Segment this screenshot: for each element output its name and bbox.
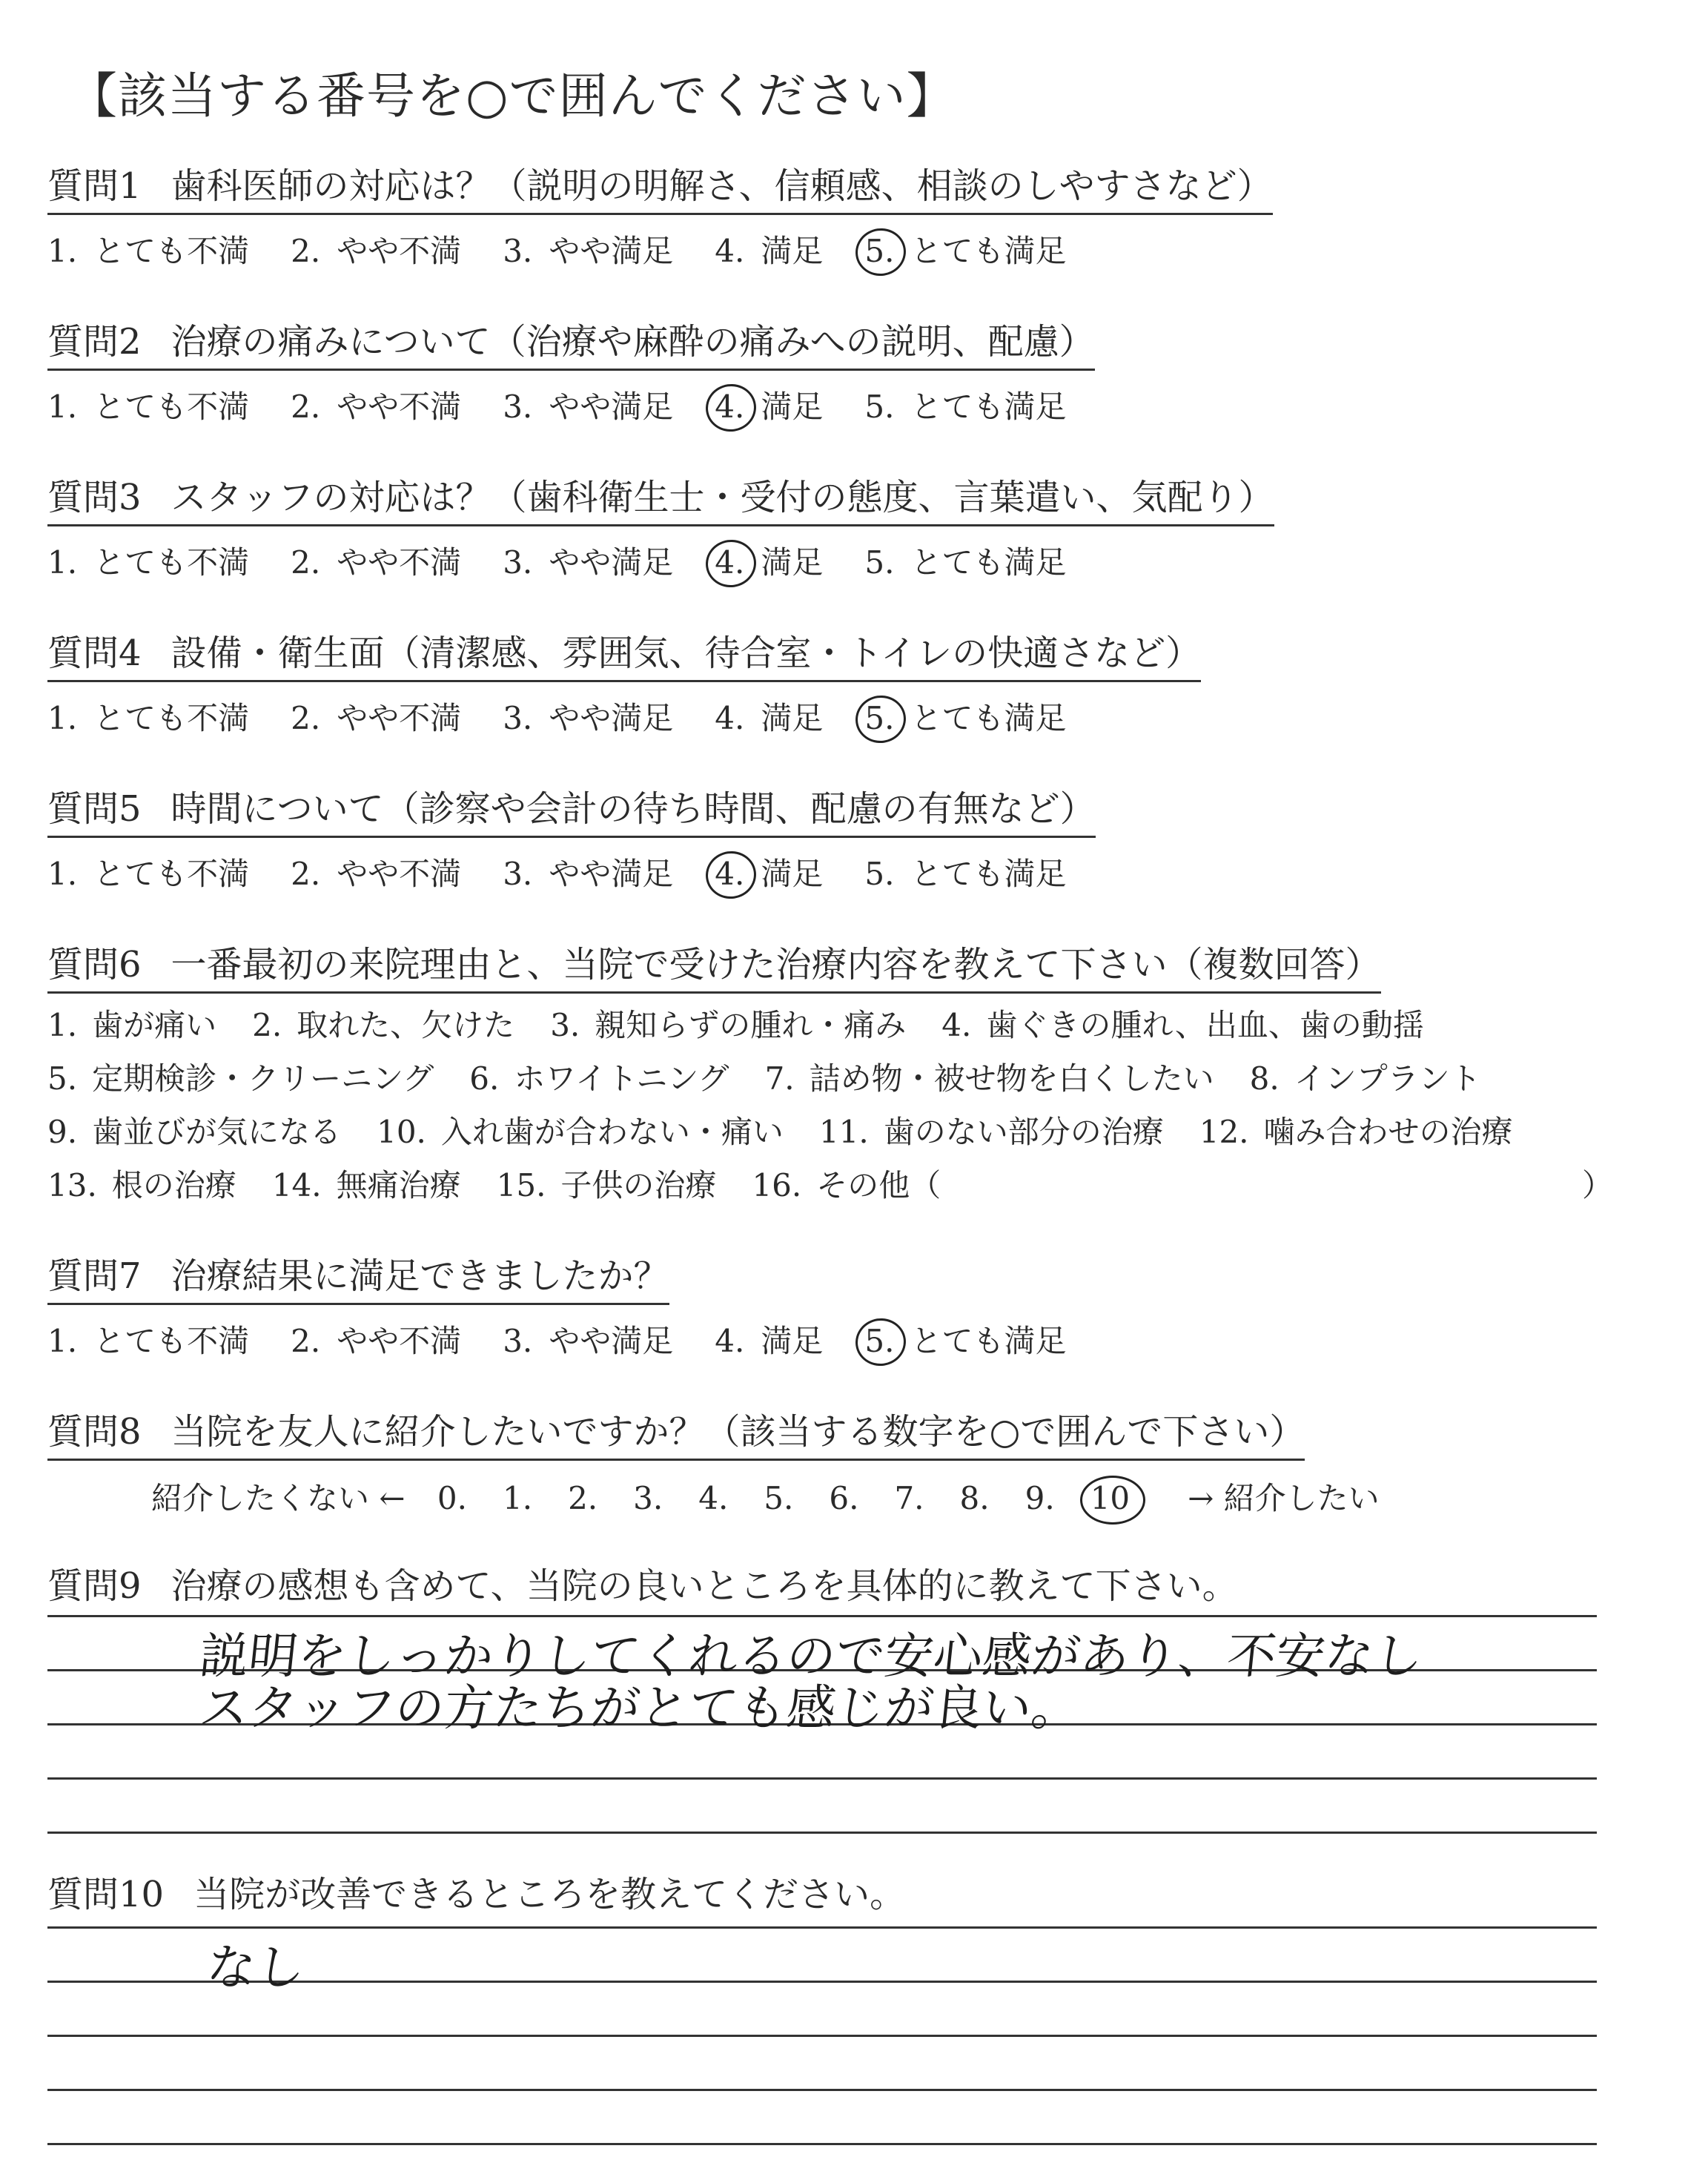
option-label: やや不満 xyxy=(337,544,462,581)
option-label: 満足 xyxy=(761,233,824,269)
option-number: 15. xyxy=(496,1167,546,1203)
scale-value[interactable]: 5. xyxy=(764,1480,794,1516)
question-title xyxy=(47,313,1095,371)
option-number: 7. xyxy=(764,1060,795,1097)
option-number: 12. xyxy=(1199,1114,1249,1150)
option-number: 1. xyxy=(47,1007,78,1043)
question-2 xyxy=(47,313,1108,427)
option-label: その他（ xyxy=(816,1167,941,1203)
option-label: やや満足 xyxy=(549,856,674,892)
option-label: とても不満 xyxy=(93,700,250,736)
option-number: 8. xyxy=(1249,1060,1280,1097)
scale-right-label: → 紹介したい xyxy=(1188,1480,1380,1516)
q6-option[interactable] xyxy=(252,1001,514,1046)
option-number: 1. xyxy=(47,856,78,892)
rating-option[interactable] xyxy=(503,383,673,427)
option-number: 5. xyxy=(47,1060,78,1097)
question-10-answer: なし xyxy=(204,1939,308,1996)
option-label: 満足 xyxy=(761,856,824,892)
option-label: とても満足 xyxy=(910,233,1067,269)
option-label: 定期検診・クリーニング xyxy=(92,1060,434,1097)
rating-option[interactable] xyxy=(864,383,1066,427)
question-number: 質問2 xyxy=(47,321,142,363)
option-label: 満足 xyxy=(761,389,824,425)
question-number: 質問4 xyxy=(47,633,142,674)
q6-option[interactable] xyxy=(272,1161,461,1206)
question-number: 質問1 xyxy=(47,165,142,207)
scale-value[interactable]: 1. xyxy=(502,1480,533,1516)
option-label: 満足 xyxy=(761,700,824,736)
rating-option[interactable] xyxy=(503,227,673,271)
option-number: 2. xyxy=(252,1007,282,1043)
rating-option[interactable] xyxy=(47,1317,249,1361)
option-label: 歯のない部分の治療 xyxy=(883,1114,1164,1150)
question-7-text: 治療結果に満足できましたか？ xyxy=(171,1255,669,1297)
rating-option[interactable] xyxy=(291,383,461,427)
rating-option[interactable] xyxy=(291,1317,461,1361)
option-label: やや不満 xyxy=(337,1323,462,1359)
option-label: やや満足 xyxy=(549,544,674,581)
q6-option[interactable] xyxy=(47,1054,434,1099)
question-7-options xyxy=(47,1317,1108,1361)
option-number: 5. xyxy=(864,856,895,892)
rating-option[interactable] xyxy=(715,694,823,739)
answer-line xyxy=(47,2037,1597,2091)
rating-option[interactable] xyxy=(47,694,249,739)
question-7-title xyxy=(47,1247,669,1305)
rating-option[interactable] xyxy=(503,694,673,739)
rating-option[interactable] xyxy=(864,1317,1066,1361)
option-number: 1. xyxy=(47,544,78,581)
q6-option[interactable] xyxy=(819,1108,1164,1152)
recommend-scale xyxy=(151,1474,1402,1519)
option-label: やや満足 xyxy=(549,1323,674,1359)
rating-option[interactable] xyxy=(47,383,249,427)
q6-option[interactable] xyxy=(1199,1108,1513,1152)
q6-option[interactable] xyxy=(469,1054,729,1099)
q6-option-row xyxy=(47,1054,1549,1103)
rating-options xyxy=(47,538,1274,583)
question-6-number: 質問6 xyxy=(47,944,142,985)
q6-option[interactable] xyxy=(377,1108,784,1152)
rating-options xyxy=(47,227,1273,271)
option-number: 16. xyxy=(752,1167,802,1203)
rating-option[interactable] xyxy=(715,227,823,271)
option-label: とても不満 xyxy=(93,1323,250,1359)
option-label: やや不満 xyxy=(337,389,462,425)
question-8-text: 当院を友人に紹介したいですか？（該当する数字を○で囲んで下さい） xyxy=(171,1411,1305,1453)
rating-option[interactable] xyxy=(47,227,249,271)
option-number: 11. xyxy=(818,1114,869,1150)
question-3 xyxy=(47,469,1274,583)
rating-option[interactable] xyxy=(291,538,461,583)
option-number: 4. xyxy=(715,389,745,425)
option-number: 2. xyxy=(291,856,321,892)
scale-value[interactable]: 2. xyxy=(568,1480,598,1516)
q6-option[interactable] xyxy=(47,1108,341,1152)
rating-option[interactable] xyxy=(47,538,249,583)
rating-options xyxy=(47,694,1201,739)
question-10-text: 当院が改善できるところを教えてください。 xyxy=(193,1874,906,1915)
rating-option[interactable] xyxy=(503,850,673,894)
option-number: 4. xyxy=(715,233,745,269)
q6-option[interactable] xyxy=(47,1001,216,1046)
rating-option[interactable] xyxy=(715,538,823,583)
option-number: 6. xyxy=(469,1060,500,1097)
option-label: 入れ歯が合わない・痛い xyxy=(440,1114,784,1150)
question-6-title xyxy=(47,936,1381,994)
question-9-answer-line-1: 説明をしっかりしてくれるので安心感があり、不安なし xyxy=(196,1628,1426,1685)
question-8-title xyxy=(47,1403,1305,1461)
scale-value[interactable]: 8. xyxy=(959,1480,990,1516)
option-number: 1. xyxy=(47,233,78,269)
question-number: 質問5 xyxy=(47,788,142,830)
question-number: 質問3 xyxy=(47,477,142,518)
option-number: 3. xyxy=(550,1007,580,1043)
form-header: 【該当する番号を○で囲んでください】 xyxy=(68,67,956,125)
option-number: 5. xyxy=(864,1323,895,1359)
q6-option-row xyxy=(47,1108,1549,1157)
option-number: 4. xyxy=(941,1007,972,1043)
scale-value[interactable]: 0. xyxy=(437,1480,467,1516)
option-number: 2. xyxy=(291,389,321,425)
option-label: やや不満 xyxy=(337,856,462,892)
question-text: 治療の痛みについて（治療や麻酔の痛みへの説明、配慮） xyxy=(171,321,1095,363)
answer-line xyxy=(47,1563,1597,1617)
rating-option[interactable] xyxy=(864,850,1066,894)
scale-value[interactable]: 3. xyxy=(633,1480,663,1516)
option-number: 3. xyxy=(503,856,533,892)
option-number: 3. xyxy=(503,389,533,425)
question-6-text: 一番最初の来院理由と、当院で受けた治療内容を教えて下さい（複数回答） xyxy=(171,944,1381,985)
option-number: 2. xyxy=(291,700,321,736)
option-label: やや不満 xyxy=(337,700,462,736)
option-label: 満足 xyxy=(761,544,824,581)
question-title xyxy=(47,780,1096,838)
scale-value[interactable]: 4. xyxy=(698,1480,729,1516)
option-label: 歯が痛い xyxy=(92,1007,217,1043)
scale-value[interactable]: 9. xyxy=(1025,1480,1055,1516)
option-number: 14. xyxy=(271,1167,322,1203)
option-label: 歯並びが気になる xyxy=(92,1114,342,1150)
question-9-answer-line-2: スタッフの方たちがとても感じが良い。 xyxy=(196,1680,1084,1737)
q6-option[interactable] xyxy=(550,1001,906,1046)
option-number: 2. xyxy=(291,233,321,269)
option-label: とても不満 xyxy=(93,856,250,892)
rating-option[interactable] xyxy=(864,694,1066,739)
q6-option[interactable] xyxy=(752,1161,941,1206)
rating-option[interactable] xyxy=(503,538,673,583)
rating-option[interactable] xyxy=(291,850,461,894)
option-label: ホワイトニング xyxy=(514,1060,729,1097)
option-number: 5. xyxy=(864,233,895,269)
option-number: 1. xyxy=(47,700,78,736)
rating-option[interactable] xyxy=(291,227,461,271)
option-label: 親知らずの腫れ・痛み xyxy=(595,1007,907,1043)
option-number: 5. xyxy=(864,700,895,736)
option-label: 満足 xyxy=(761,1323,824,1359)
q6-option[interactable] xyxy=(497,1161,717,1206)
option-label: とても満足 xyxy=(910,389,1067,425)
rating-option[interactable] xyxy=(47,850,249,894)
option-label: とても満足 xyxy=(910,856,1067,892)
question-title xyxy=(47,157,1273,215)
option-number: 4. xyxy=(715,700,745,736)
option-label: とても不満 xyxy=(93,389,250,425)
answer-line xyxy=(47,1875,1597,1929)
option-label: 無痛治療 xyxy=(336,1167,461,1203)
option-number: 9. xyxy=(47,1114,78,1150)
option-number: 2. xyxy=(291,544,321,581)
question-8 xyxy=(47,1403,1402,1519)
option-label: やや満足 xyxy=(549,700,674,736)
scale-value[interactable]: 10 xyxy=(1090,1480,1131,1516)
scale-value[interactable]: 7. xyxy=(894,1480,924,1516)
rating-option[interactable] xyxy=(864,538,1066,583)
option-number: 3. xyxy=(503,1323,533,1359)
option-number: 5. xyxy=(864,389,895,425)
question-7 xyxy=(47,1247,1108,1361)
option-label: やや満足 xyxy=(549,389,674,425)
option-label: やや満足 xyxy=(549,233,674,269)
option-number: 4. xyxy=(715,544,745,581)
option-number: 5. xyxy=(864,544,895,581)
option-label: とても不満 xyxy=(93,233,250,269)
q6-options xyxy=(47,1001,1614,1210)
option-number: 3. xyxy=(503,233,533,269)
option-number: 1. xyxy=(47,1323,78,1359)
rating-option[interactable] xyxy=(715,850,823,894)
option-number: 4. xyxy=(715,1323,745,1359)
option-number: 3. xyxy=(503,544,533,581)
rating-option[interactable] xyxy=(715,1317,823,1361)
option-number: 1. xyxy=(47,389,78,425)
question-9-text: 治療の感想も含めて、当院の良いところを具体的に教えて下さい。 xyxy=(171,1565,1238,1607)
question-5 xyxy=(47,780,1108,894)
answer-line xyxy=(47,1780,1597,1834)
option-label: 詰め物・被せ物を白くしたい xyxy=(809,1060,1214,1097)
option-label: とても不満 xyxy=(93,544,250,581)
rating-options xyxy=(47,383,1108,427)
option-label: 根の治療 xyxy=(111,1167,236,1203)
option-label: とても満足 xyxy=(910,700,1067,736)
q6-option[interactable] xyxy=(765,1054,1214,1099)
question-1 xyxy=(47,157,1273,271)
question-7-number: 質問7 xyxy=(47,1255,142,1297)
answer-line xyxy=(47,2091,1597,2145)
question-text: スタッフの対応は？（歯科衛生士・受付の態度、言葉遣い、気配り） xyxy=(171,477,1274,518)
question-text: 歯科医師の対応は？（説明の明解さ、信頼感、相談のしやすさなど） xyxy=(171,165,1273,207)
scale-left-label: 紹介したくない ← xyxy=(151,1480,406,1516)
option-label: とても満足 xyxy=(910,1323,1067,1359)
rating-option[interactable] xyxy=(715,383,823,427)
question-title xyxy=(47,624,1201,682)
option-number: 4. xyxy=(715,856,745,892)
q6-option[interactable] xyxy=(1250,1054,1481,1099)
rating-option[interactable] xyxy=(291,694,461,739)
question-10-number: 質問10 xyxy=(47,1874,165,1915)
rating-option[interactable] xyxy=(864,227,1066,271)
question-8-number: 質問8 xyxy=(47,1411,142,1453)
rating-options xyxy=(47,850,1108,894)
question-text: 時間について（診察や会計の待ち時間、配慮の有無など） xyxy=(171,788,1096,830)
q6-option-row xyxy=(47,1001,1549,1050)
question-9-number: 質問9 xyxy=(47,1565,142,1607)
option-number: 10. xyxy=(377,1114,426,1150)
question-10-answer-lines xyxy=(47,1875,1597,2145)
q6-option-row xyxy=(47,1161,1614,1210)
q6-option[interactable] xyxy=(941,1001,1424,1046)
question-text: 設備・衛生面（清潔感、雰囲気、待合室・トイレの快適さなど） xyxy=(171,633,1202,674)
option-number: 3. xyxy=(503,700,533,736)
option-label: とても満足 xyxy=(910,544,1067,581)
option-label: 歯ぐきの腫れ、出血、歯の動揺 xyxy=(986,1007,1424,1043)
option-number: 2. xyxy=(291,1323,321,1359)
question-6 xyxy=(47,936,1614,1210)
rating-option[interactable] xyxy=(503,1317,673,1361)
option-label: やや不満 xyxy=(337,233,462,269)
option-label: インプラント xyxy=(1294,1060,1481,1097)
option-label: 取れた、欠けた xyxy=(297,1007,515,1043)
option-label: 噛み合わせの治療 xyxy=(1263,1114,1513,1150)
other-close-paren: ） xyxy=(1582,1167,1614,1203)
option-label: 子供の治療 xyxy=(560,1167,717,1203)
question-title xyxy=(47,469,1274,526)
question-4 xyxy=(47,624,1201,739)
q6-option[interactable] xyxy=(47,1161,236,1206)
scale-value[interactable]: 6. xyxy=(829,1480,859,1516)
option-number: 13. xyxy=(47,1167,97,1203)
